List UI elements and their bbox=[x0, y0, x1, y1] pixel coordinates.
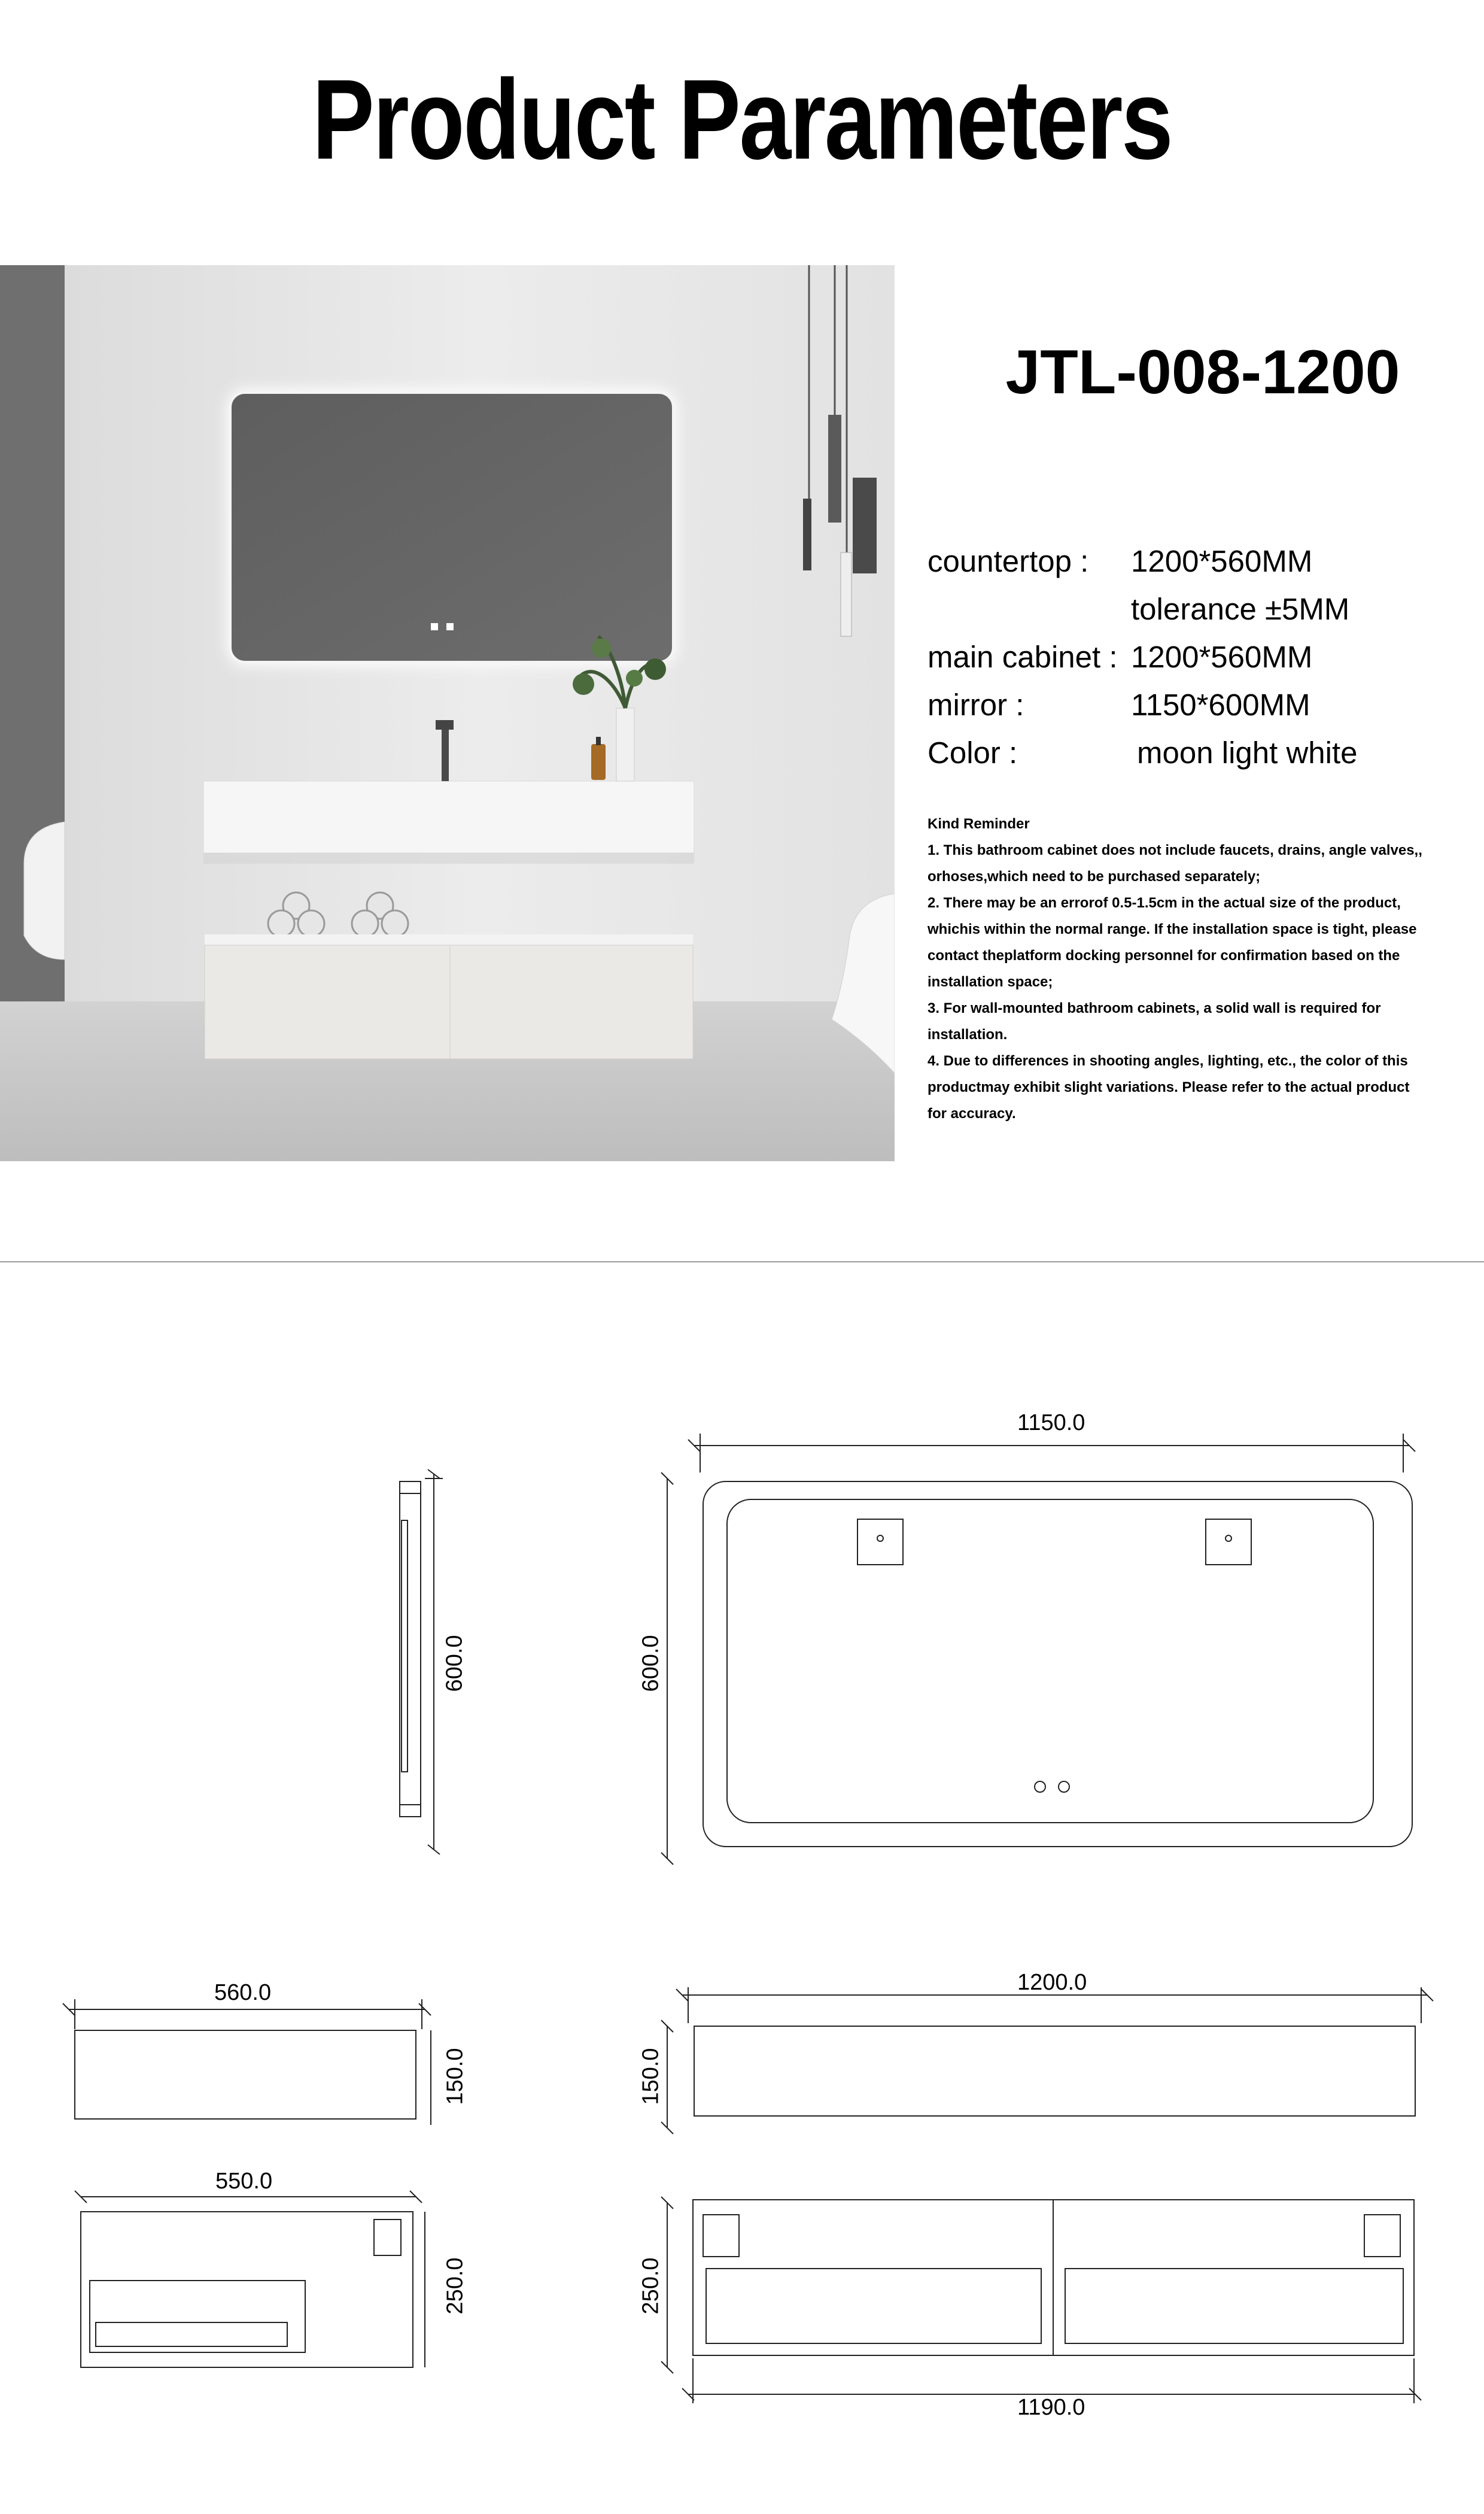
page-title: Product Parameters bbox=[312, 56, 1172, 183]
dim-mirror-height: 600.0 bbox=[638, 1635, 664, 1692]
reminder-line: whichis within the normal range. If the installation space is tight, please bbox=[928, 921, 1417, 937]
dim-counter-width: 1200.0 bbox=[1017, 1970, 1087, 1995]
dim-mirror-width: 1150.0 bbox=[1017, 1410, 1085, 1435]
dim-mirror-side-height: 600.0 bbox=[442, 1635, 467, 1692]
reminder-line: installation space; bbox=[928, 974, 1053, 990]
reminder-line: 2. There may be an errorof 0.5-1.5cm in the actual size of the product, bbox=[928, 895, 1401, 911]
countertop-front-view bbox=[661, 1987, 1433, 2134]
spec-row-countertop bbox=[928, 546, 1312, 576]
cabinet-front-view bbox=[661, 2197, 1421, 2403]
spec-label: countertop : bbox=[928, 544, 1089, 578]
mirror-front-view bbox=[661, 1434, 1415, 1865]
spec-row-tolerance bbox=[928, 594, 1349, 624]
dim-cabinet-depth: 550.0 bbox=[215, 2169, 273, 2194]
kind-reminder bbox=[928, 811, 1442, 1127]
product-photo bbox=[0, 265, 895, 1161]
reminder-line: installation. bbox=[928, 1027, 1008, 1043]
reminder-line: for accuracy. bbox=[928, 1106, 1016, 1122]
reminder-line: 4. Due to differences in shooting angles, lighting, etc., the color of this bbox=[928, 1053, 1408, 1069]
mirror-side-view bbox=[400, 1469, 443, 1854]
reminder-line: 1. This bathroom cabinet does not include faucets, drains, angle valves,, bbox=[928, 842, 1422, 858]
spec-value: tolerance ±5MM bbox=[1131, 592, 1350, 626]
reminder-line: orhoses,which need to be purchased separately; bbox=[928, 869, 1261, 885]
spec-value: 1200*560MM bbox=[1131, 640, 1313, 674]
reminder-line: productmay exhibit slight variations. Please refer to the actual product bbox=[928, 1079, 1410, 1095]
dim-counter-depth: 560.0 bbox=[214, 1980, 272, 2005]
dim-cabinet-width: 1190.0 bbox=[1017, 2395, 1085, 2420]
spec-label: Color : bbox=[928, 736, 1018, 770]
spec-label: main cabinet : bbox=[928, 640, 1118, 674]
countertop-side-view bbox=[63, 1999, 431, 2125]
spec-value: moon light white bbox=[1137, 736, 1358, 770]
dim-cabinet-front-height: 250.0 bbox=[638, 2257, 664, 2315]
spec-value: 1200*560MM bbox=[1131, 544, 1313, 578]
cabinet-side-view bbox=[75, 2191, 425, 2367]
dim-cabinet-height: 250.0 bbox=[442, 2257, 468, 2315]
spec-value: 1150*600MM bbox=[1131, 688, 1310, 722]
spec-label: mirror : bbox=[928, 688, 1024, 722]
reminder-heading: Kind Reminder bbox=[928, 816, 1030, 832]
dim-counter-front-height: 150.0 bbox=[638, 2048, 664, 2105]
model-number: JTL-008-1200 bbox=[1005, 338, 1400, 407]
spec-row-mirror bbox=[928, 690, 1310, 720]
spec-row-main-cabinet bbox=[928, 642, 1312, 672]
dim-counter-height: 150.0 bbox=[442, 2048, 468, 2105]
section-divider bbox=[0, 1261, 1484, 1262]
reminder-line: contact theplatform docking personnel for confirmation based on the bbox=[928, 948, 1400, 964]
spec-row-color bbox=[928, 737, 1358, 768]
reminder-line: 3. For wall-mounted bathroom cabinets, a solid wall is required for bbox=[928, 1000, 1381, 1016]
